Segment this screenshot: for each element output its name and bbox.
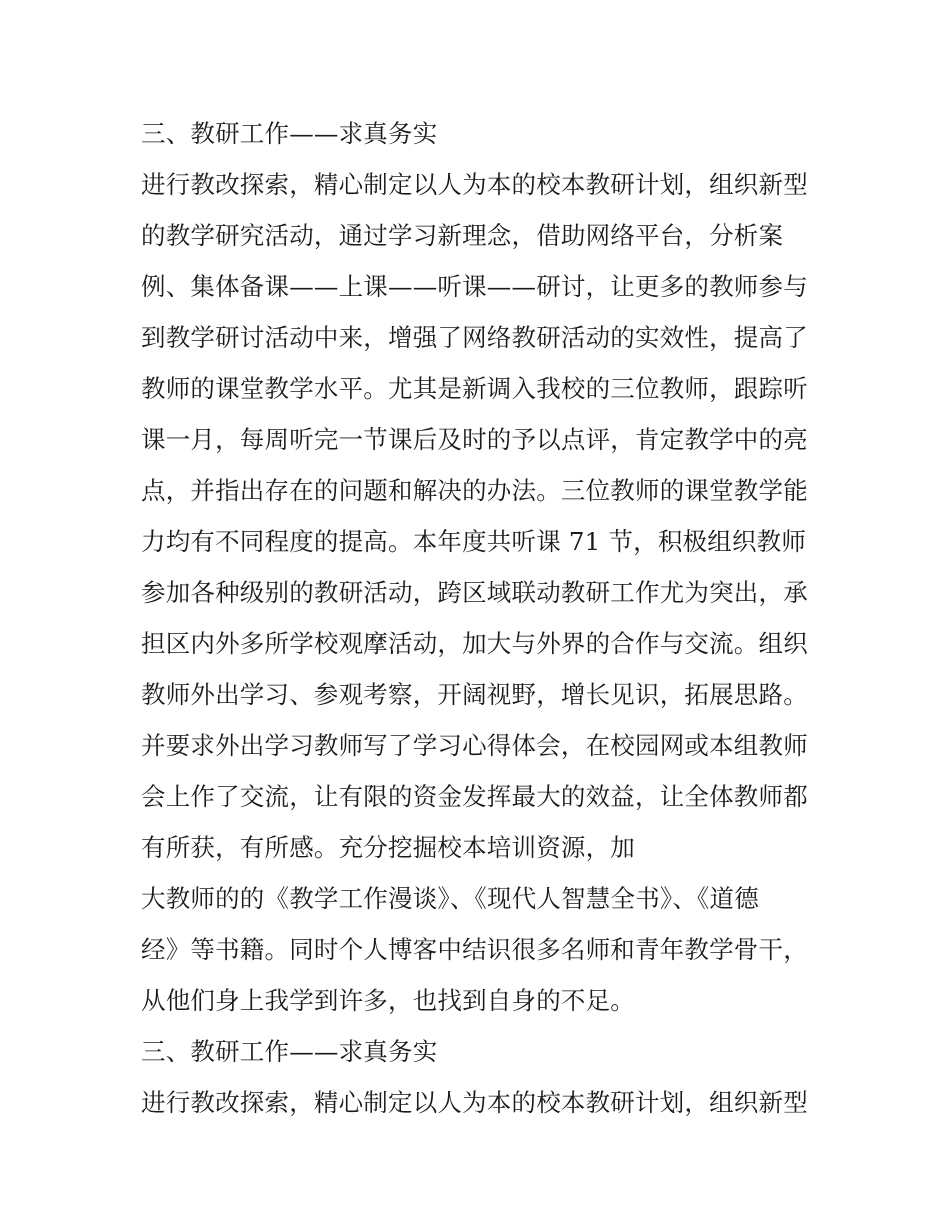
paragraph-line: 经》等书籍。同时个人博客中结识很多名师和青年教学骨干，	[141, 935, 808, 964]
paragraph-line: 大教师的的《教学工作漫谈》、《现代人智慧全书》、《道德	[141, 884, 759, 913]
paragraph-line: 进行教改探索，精心制定以人为本的校本教研计划，组织新型	[141, 170, 808, 199]
paragraph-line: 力均有不同程度的提高。本年度共听课 71 节，积极组织教师	[141, 527, 807, 556]
paragraph-line: 担区内外多所学校观摩活动，加大与外界的合作与交流。组织	[141, 629, 808, 658]
paragraph-line: 教师的课堂教学水平。尤其是新调入我校的三位教师，跟踪听	[141, 374, 808, 403]
paragraph-line: 会上作了交流，让有限的资金发挥最大的效益，让全体教师都	[141, 782, 808, 811]
paragraph-line: 到教学研讨活动中来，增强了网络教研活动的实效性，提高了	[141, 323, 808, 352]
paragraph-line: 课一月，每周听完一节课后及时的予以点评，肯定教学中的亮	[141, 425, 808, 454]
section-heading: 三、教研工作——求真务实	[141, 1037, 438, 1066]
paragraph-line: 的教学研究活动，通过学习新理念，借助网络平台，分析案	[141, 221, 784, 250]
paragraph-line: 进行教改探索，精心制定以人为本的校本教研计划，组织新型	[141, 1088, 808, 1117]
paragraph-line: 教师外出学习、参观考察，开阔视野，增长见识，拓展思路。	[141, 680, 808, 709]
paragraph-line: 点，并指出存在的问题和解决的办法。三位教师的课堂教学能	[141, 476, 808, 505]
paragraph-line: 参加各种级别的教研活动，跨区域联动教研工作尤为突出，承	[141, 578, 808, 607]
paragraph-line: 从他们身上我学到许多，也找到自身的不足。	[141, 986, 635, 1015]
paragraph-line: 有所获，有所感。充分挖掘校本培训资源，加	[141, 833, 635, 862]
paragraph-line: 例、集体备课——上课——听课——研讨，让更多的教师参与	[141, 272, 808, 301]
paragraph-line: 并要求外出学习教师写了学习心得体会，在校园网或本组教师	[141, 731, 808, 760]
document-body	[141, 108, 821, 1128]
section-heading: 三、教研工作——求真务实	[141, 119, 438, 148]
